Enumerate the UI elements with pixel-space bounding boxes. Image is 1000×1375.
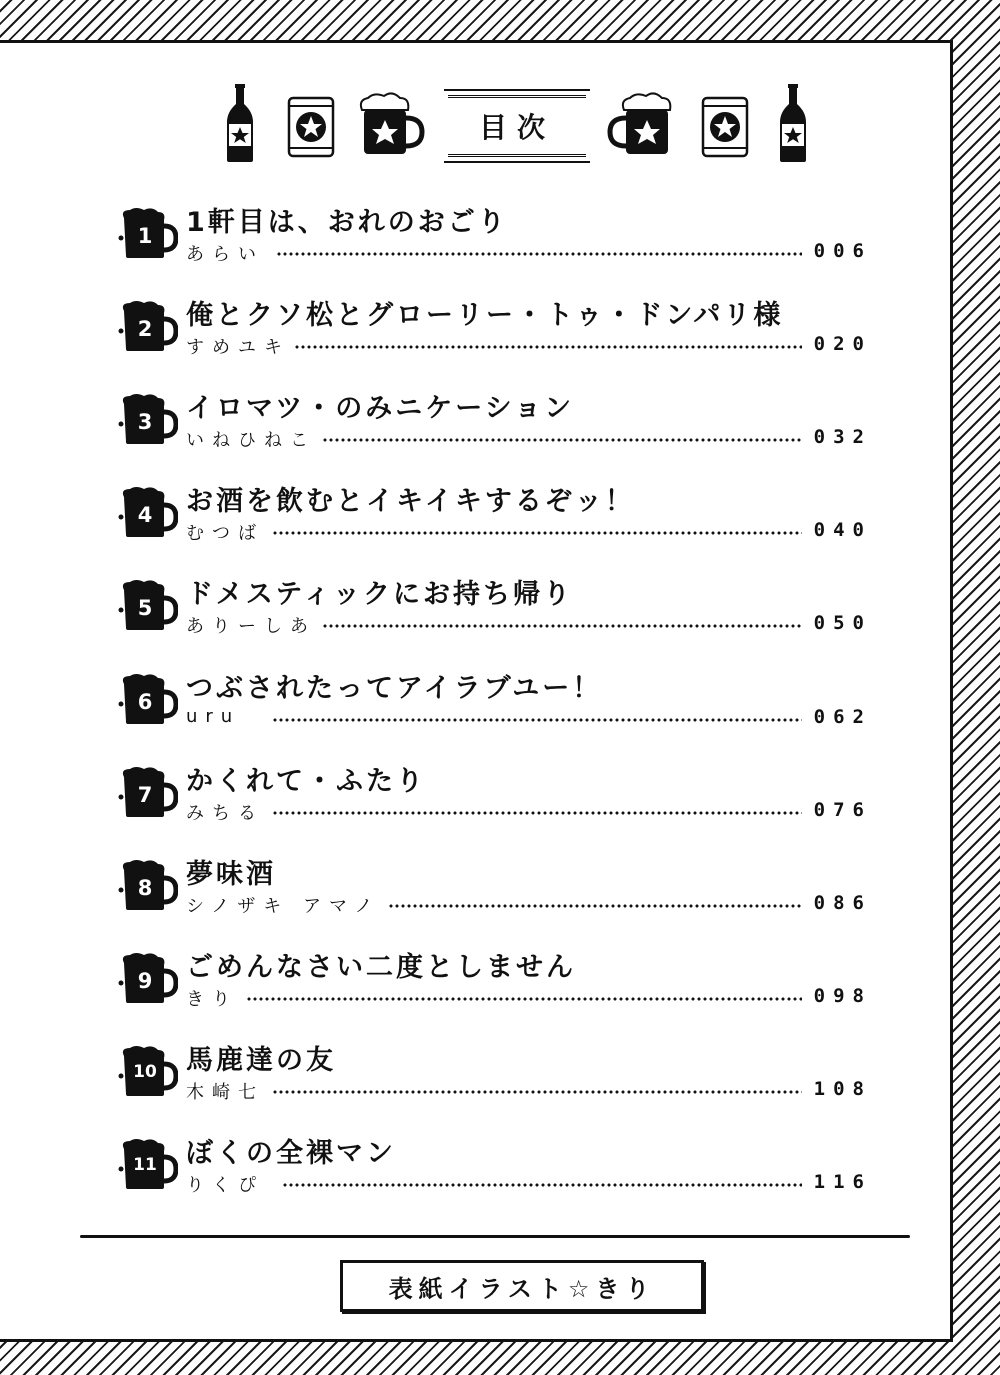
beer-mug-icon: [118, 953, 178, 1005]
entry-page: 032: [813, 426, 872, 448]
entry-author: 木崎七: [186, 1082, 264, 1103]
entry-number: 7: [137, 783, 153, 807]
list-item: [0, 386, 1000, 466]
beer-mug-icon: [118, 767, 178, 819]
entry-title: 俺とクソ松とグローリー・トゥ・ドンパリ様: [186, 300, 784, 331]
leader-dots: [272, 718, 802, 722]
page-title: 目次: [478, 111, 555, 144]
entry-title: つぶされたってアイラブユー！: [186, 673, 603, 704]
entry-title: ぼくの全裸マン: [186, 1138, 396, 1169]
entry-title: 1軒目は、おれのおごり: [186, 207, 508, 238]
entry-author: いねひねこ: [186, 430, 316, 451]
entry-page: 076: [813, 799, 872, 821]
beer-mug-icon: [118, 487, 178, 539]
leader-dots: [294, 345, 802, 349]
entry-number: 6: [137, 690, 153, 714]
cover-credit: 表紙イラスト☆きり: [388, 1274, 656, 1303]
list-item: [0, 666, 1000, 746]
entry-author: あらい: [186, 244, 264, 265]
entry-number: 8: [137, 876, 153, 900]
beer-mug-icon: [606, 92, 678, 158]
leader-dots: [272, 1090, 802, 1094]
beer-mug-icon: [118, 860, 178, 912]
entry-page: 006: [813, 240, 872, 262]
entry-title: かくれて・ふたり: [186, 766, 426, 797]
entry-number: 4: [137, 503, 153, 527]
entry-page: 050: [813, 612, 872, 634]
entry-page: 020: [813, 333, 872, 355]
entry-number: 11: [133, 1155, 157, 1175]
beer-mug-icon: [118, 1046, 178, 1098]
can-icon: [286, 94, 336, 160]
leader-dots: [276, 252, 802, 256]
list-item: [0, 1131, 1000, 1211]
beer-mug-icon: [118, 301, 178, 353]
list-item: [0, 200, 1000, 280]
entry-number: 1: [137, 224, 153, 248]
entry-author: むつば: [186, 523, 264, 544]
entry-title: 夢味酒: [186, 859, 276, 890]
beer-mug-icon: [118, 580, 178, 632]
entry-author: みちる: [186, 803, 264, 824]
leader-dots: [272, 531, 802, 535]
entry-number: 3: [137, 410, 153, 434]
list-item: [0, 572, 1000, 652]
entry-page: 108: [813, 1078, 872, 1100]
contents-title-box: [448, 95, 586, 157]
entry-author: りくぴ: [186, 1175, 264, 1196]
entry-author: すめユキ: [186, 337, 290, 358]
divider: [80, 1235, 910, 1238]
can-icon: [700, 94, 750, 160]
entry-number: 9: [137, 969, 153, 993]
entry-author: ありーしあ: [186, 616, 316, 637]
entry-page: 086: [813, 892, 872, 914]
leader-dots: [322, 438, 802, 442]
entry-page: 062: [813, 706, 872, 728]
leader-dots: [282, 1183, 802, 1187]
beer-mug-icon: [118, 674, 178, 726]
list-item: [0, 293, 1000, 373]
entry-author: シノザキ アマノ: [186, 896, 381, 917]
entry-title: お酒を飲むとイキイキするぞッ！: [186, 486, 635, 517]
leader-dots: [246, 997, 802, 1001]
entry-title: イロマツ・のみニケーション: [186, 393, 575, 424]
entry-number: 2: [137, 317, 153, 341]
beer-mug-icon: [118, 1139, 178, 1191]
entry-page: 116: [813, 1171, 872, 1193]
list-item: [0, 479, 1000, 559]
entry-author: uru: [186, 706, 241, 727]
entry-author: きり: [186, 989, 238, 1010]
entry-number: 10: [133, 1062, 157, 1082]
bottle-icon: [224, 82, 256, 164]
entry-title: ドメスティックにお持ち帰り: [186, 579, 574, 610]
leader-dots: [272, 811, 802, 815]
leader-dots: [388, 904, 802, 908]
beer-mug-icon: [354, 92, 426, 158]
entry-page: 098: [813, 985, 872, 1007]
entry-title: 馬鹿達の友: [186, 1045, 336, 1076]
list-item: [0, 945, 1000, 1025]
entry-number: 5: [137, 596, 153, 620]
entry-page: 040: [813, 519, 872, 541]
bottle-icon: [777, 82, 809, 164]
list-item: [0, 1038, 1000, 1118]
cover-credit-box: [340, 1260, 704, 1312]
beer-mug-icon: [118, 208, 178, 260]
list-item: [0, 852, 1000, 932]
beer-mug-icon: [118, 394, 178, 446]
leader-dots: [322, 624, 802, 628]
list-item: [0, 759, 1000, 839]
entry-title: ごめんなさい二度としません: [186, 952, 576, 983]
